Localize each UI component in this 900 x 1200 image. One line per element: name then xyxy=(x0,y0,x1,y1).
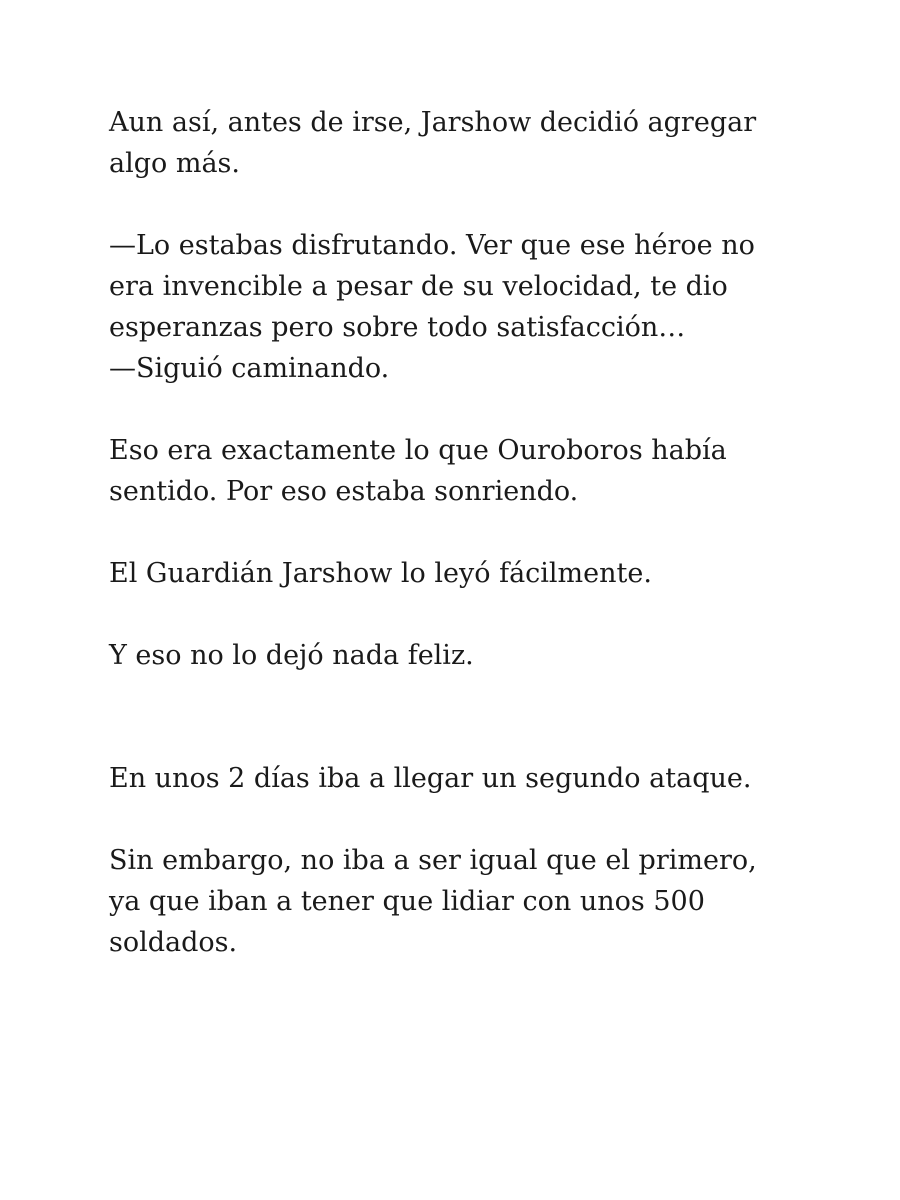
paragraph: El Guardián Jarshow lo leyó fácilmente. xyxy=(109,558,652,589)
paragraph: Y eso no lo dejó nada feliz. xyxy=(109,640,474,671)
paragraph: Aun así, antes de irse, Jarshow decidió agregar algo más. xyxy=(109,107,757,179)
paragraph: Sin embargo, no iba a ser igual que el primero, ya que iban a tener que lidiar con unos 500 soldados. xyxy=(109,845,757,958)
paragraph-spacer xyxy=(109,799,809,840)
paragraph: En unos 2 días iba a llegar un segundo ataque. xyxy=(109,763,752,794)
paragraph: —Lo estabas disfrutando. Ver que ese héroe no era invencible a pesar de su velocidad, te dio esperanzas pero sobre todo satisfacción… —Siguió caminando. xyxy=(109,230,755,384)
paragraph-spacer xyxy=(109,512,809,553)
paragraph: Eso era exactamente lo que Ouroboros había sentido. Por eso estaba sonriendo. xyxy=(109,435,727,507)
text-body xyxy=(109,102,809,963)
paragraph-spacer xyxy=(109,184,809,225)
section-spacer xyxy=(109,676,809,758)
paragraph-spacer xyxy=(109,389,809,430)
paragraph-spacer xyxy=(109,594,809,635)
